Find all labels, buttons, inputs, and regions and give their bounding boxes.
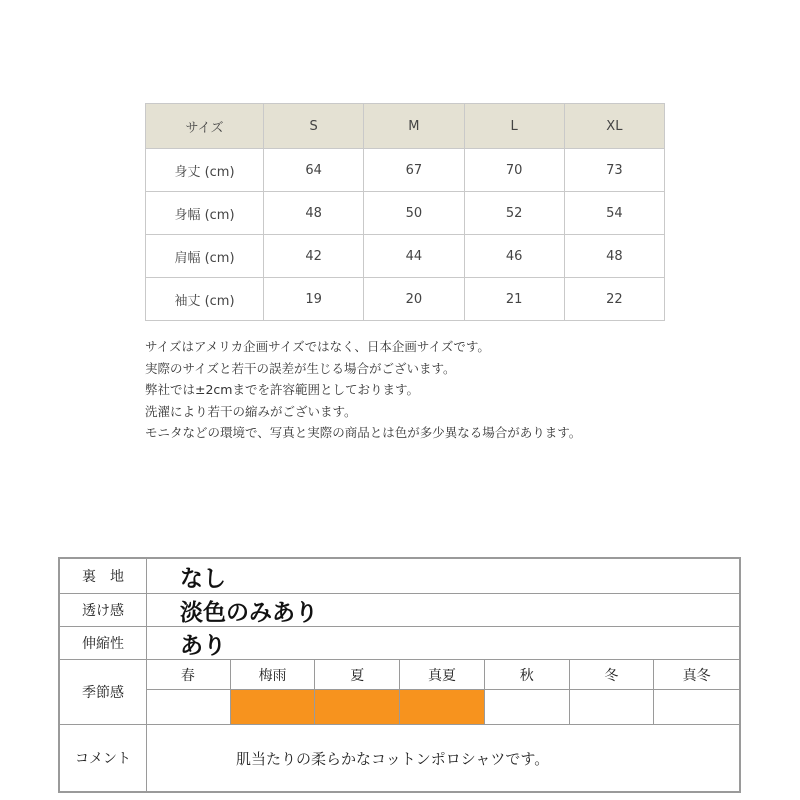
spec-value: 淡色のみあり <box>180 599 318 626</box>
season-name: 春 <box>146 660 231 690</box>
header-cell: M <box>364 104 464 149</box>
row-label: 袖丈 (cm) <box>146 278 264 321</box>
table-cell: 54 <box>564 192 664 235</box>
table-cell: 67 <box>364 149 464 192</box>
comment-text: 肌当たりの柔らかなコットンポロシャツです。 <box>236 749 550 768</box>
table-cell: 46 <box>464 235 564 278</box>
season-indicator <box>231 690 316 724</box>
spec-label: コメント <box>60 725 147 791</box>
table-cell: 42 <box>264 235 364 278</box>
spec-label: 裏 地 <box>60 559 147 593</box>
table-cell: 22 <box>564 278 664 321</box>
row-label: 肩幅 (cm) <box>146 235 264 278</box>
spec-row-stretch <box>60 627 739 660</box>
size-notes <box>145 336 705 444</box>
spec-value: あり <box>180 632 226 659</box>
table-cell: 73 <box>564 149 664 192</box>
season-name: 真冬 <box>654 660 739 690</box>
spec-value: なし <box>180 565 226 592</box>
spec-row-lining <box>60 559 739 594</box>
note-line: モニタなどの環境で、写真と実際の商品とは色が多少異なる場合があります。 <box>145 425 582 441</box>
row-label: 身幅 (cm) <box>146 192 264 235</box>
season-name: 真夏 <box>400 660 485 690</box>
season-indicator <box>654 690 739 724</box>
table-cell: 20 <box>364 278 464 321</box>
season-name: 秋 <box>485 660 570 690</box>
season-name: 夏 <box>315 660 400 690</box>
header-cell: XL <box>564 104 664 149</box>
season-indicator <box>146 690 231 724</box>
table-cell: 52 <box>464 192 564 235</box>
table-cell: 50 <box>364 192 464 235</box>
season-indicator <box>570 690 655 724</box>
season-indicator <box>485 690 570 724</box>
table-cell: 21 <box>464 278 564 321</box>
note-line: 弊社では±2cmまでを許容範囲としております。 <box>145 382 419 398</box>
table-cell: 48 <box>264 192 364 235</box>
header-cell: サイズ <box>146 104 264 149</box>
product-spec-table <box>58 557 741 793</box>
table-cell: 64 <box>264 149 364 192</box>
table-row <box>146 192 665 235</box>
table-row <box>146 235 665 278</box>
table-cell: 48 <box>564 235 664 278</box>
season-indicator <box>315 690 400 724</box>
header-cell: L <box>464 104 564 149</box>
spec-label: 伸縮性 <box>60 627 147 659</box>
table-row <box>146 149 665 192</box>
season-indicator <box>400 690 485 724</box>
season-name: 梅雨 <box>231 660 316 690</box>
note-line: 洗濯により若干の縮みがございます。 <box>145 403 357 419</box>
spec-row-season <box>60 660 739 725</box>
season-grid <box>146 660 739 724</box>
spec-row-comment <box>60 725 739 791</box>
note-line: サイズはアメリカ企画サイズではなく、日本企画サイズです。 <box>145 339 490 354</box>
table-cell: 19 <box>264 278 364 321</box>
table-row <box>146 278 665 321</box>
size-table <box>145 103 665 321</box>
header-cell: S <box>264 104 364 149</box>
table-cell: 44 <box>364 235 464 278</box>
spec-label: 季節感 <box>60 660 147 724</box>
spec-row-sheerness <box>60 594 739 627</box>
size-table-header <box>146 104 665 149</box>
spec-label: 透け感 <box>60 594 147 626</box>
table-cell: 70 <box>464 149 564 192</box>
note-line: 実際のサイズと若干の誤差が生じる場合がございます。 <box>145 360 456 376</box>
season-name: 冬 <box>570 660 655 690</box>
row-label: 身丈 (cm) <box>146 149 264 192</box>
